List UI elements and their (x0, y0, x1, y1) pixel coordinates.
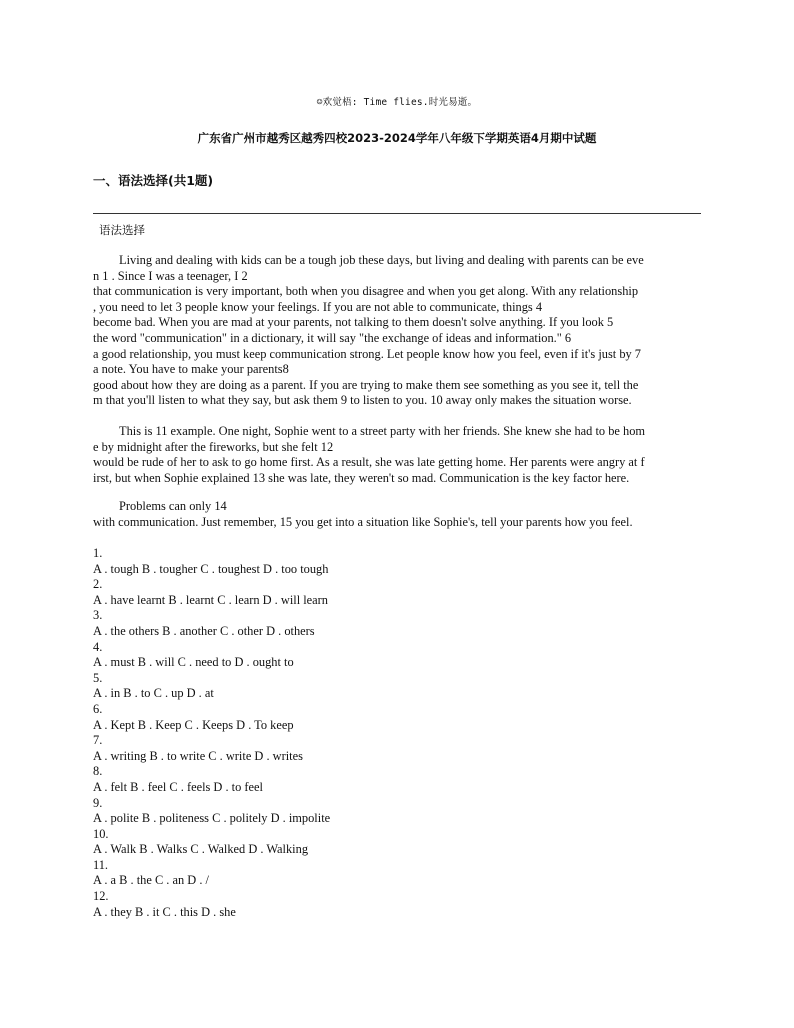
passage-line: that communication is very important, both when you disagree and when you get along. With any relationship (93, 284, 639, 299)
question-options: A . Kept B . Keep C . Keeps D . To keep (93, 717, 294, 732)
passage-line: irst, but when Sophie explained 13 she was late, they weren't so mad. Communication is the key factor here. (93, 470, 630, 485)
passage-line: a good relationship, you must keep communication strong. Let people know how you feel, even if it's just by 7 (93, 346, 642, 361)
question-item (93, 608, 705, 639)
passage-line: become bad. When you are mad at your parents, not talking to them doesn't solve anything. If you look 5 (93, 315, 614, 330)
passage-line: e by midnight after the fireworks, but she felt 12 (93, 439, 334, 454)
subsection-label: 语法选择 (99, 223, 145, 237)
passage-paragraph-2 (93, 424, 705, 486)
question-item (93, 640, 705, 671)
passage-paragraph-3 (93, 499, 705, 530)
question-options: A . polite B . politeness C . politely D . impolite (93, 811, 331, 826)
question-item (93, 577, 705, 608)
question-number: 5. (93, 670, 103, 685)
question-item (93, 827, 705, 858)
question-item (93, 796, 705, 827)
passage-line: n 1 . Since I was a teenager, I 2 (93, 268, 248, 283)
question-item (93, 702, 705, 733)
question-number: 4. (93, 639, 103, 654)
question-item (93, 764, 705, 795)
question-options: A . must B . will C . need to D . ought to (93, 655, 294, 670)
question-number: 7. (93, 733, 103, 748)
question-number: 3. (93, 608, 103, 623)
passage-line: Problems can only 14 (119, 499, 227, 513)
question-item (93, 671, 705, 702)
question-options: A . in B . to C . up D . at (93, 686, 214, 701)
section-heading: 一、语法选择(共1题) (93, 173, 214, 188)
question-options: A . have learnt B . learnt C . learn D . will learn (93, 592, 329, 607)
question-number: 6. (93, 701, 103, 716)
passage-line: would be rude of her to ask to go home first. As a result, she was late getting home. Her parents were angry at f (93, 455, 645, 470)
passage-line: good about how they are doing as a parent. If you are trying to make them see something as you see it, tell the (93, 377, 639, 392)
passage-line: the word "communication" in a dictionary, it will say "the exchange of ideas and information." 6 (93, 330, 572, 345)
question-number: 1. (93, 546, 103, 560)
passage-paragraph-1 (93, 253, 705, 409)
passage-line: This is 11 example. One night, Sophie went to a street party with her friends. She knew she had to be hom (119, 424, 646, 438)
question-options: A . they B . it C . this D . she (93, 904, 236, 919)
passage-line: a note. You have to make your parents8 (93, 362, 289, 377)
passage-line: with communication. Just remember, 15 you get into a situation like Sophie's, tell your parents how you feel. (93, 514, 633, 529)
question-item (93, 858, 705, 889)
question-options: A . a B . the C . an D . / (93, 873, 209, 888)
question-options: A . Walk B . Walks C . Walked D . Walking (93, 842, 309, 857)
question-number: 9. (93, 795, 103, 810)
section-divider (93, 213, 701, 214)
question-item (93, 889, 705, 920)
header-note: ☺欢觉梧: Time flies.时光易逝。 (316, 97, 478, 108)
question-options: A . tough B . tougher C . toughest D . too tough (93, 561, 329, 576)
question-item (93, 733, 705, 764)
passage-line: , you need to let 3 people know your feelings. If you are not able to communicate, things 4 (93, 299, 543, 314)
passage-line: m that you'll listen to what they say, but ask them 9 to listen to you. 10 away only makes the situation worse. (93, 393, 632, 408)
passage-line: Living and dealing with kids can be a tough job these days, but living and dealing with parents can be eve (119, 253, 644, 267)
question-options: A . felt B . feel C . feels D . to feel (93, 779, 263, 794)
document-title: 广东省广州市越秀区越秀四校2023-2024学年八年级下学期英语4月期中试题 (197, 131, 597, 145)
question-options: A . writing B . to write C . write D . writes (93, 748, 303, 763)
question-options: A . the others B . another C . other D . others (93, 623, 315, 638)
question-number: 8. (93, 764, 103, 779)
question-item (93, 546, 705, 577)
question-number: 12. (93, 889, 109, 904)
question-number: 10. (93, 826, 109, 841)
question-number: 2. (93, 577, 103, 592)
question-number: 11. (93, 857, 109, 872)
question-list (93, 546, 705, 920)
